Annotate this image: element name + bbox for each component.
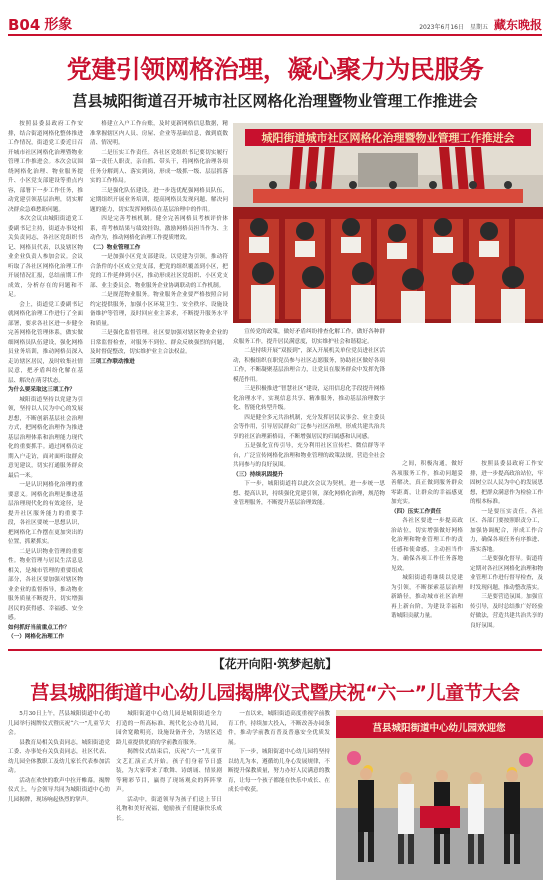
- paragraph: 活动在欢快的歌声中拉开帷幕。揭牌仪式上，与会领导共同为城阳街道中心幼儿园揭牌，现场响起热烈的掌声。: [8, 777, 110, 803]
- article1-column-2: [90, 120, 228, 648]
- paragraph: 下一步，城阳街道中心幼儿园将坚持以幼儿为本，遵循幼儿身心发展规律，不断提升保教质量，努力办好人民满意的教育，让每一个孩子都能在快乐中成长、在成长中收获。: [228, 749, 330, 793]
- paragraph: 城阳街道将继续以党建为引领，不断探索基层治理新路径，推动城市社区治理再上新台阶，为建设幸福和谐城阳贡献力量。: [391, 575, 463, 619]
- article1-column-4: [391, 460, 463, 648]
- article1-headline: 党建引领网格治理，凝心聚力为民服务: [66, 55, 484, 84]
- article1-column-1: [8, 120, 83, 648]
- paragraph: 四是健全多元共治机制，充分发挥居民议事会、业主委员会等作用，引导居民群众广泛参与社区治理，形成共建共治共享的社区治理新格局，不断增强居民的归属感和认同感。: [233, 414, 385, 440]
- section-name: 形象: [44, 17, 73, 33]
- section-code: B04: [8, 16, 41, 34]
- kindergarten-photo: [336, 710, 543, 880]
- paragraph: 揭牌仪式结束后，庆祝“六一”儿童节文艺汇演正式开始。孩子们身着节日盛装，为大家带来了歌舞、诗朗诵、情景剧等精彩节目，赢得了现场观众的阵阵掌声。: [116, 749, 222, 793]
- article2-kicker: 【花开向阳·筑梦起航】: [212, 657, 338, 671]
- section-divider: [8, 649, 542, 651]
- paragraph: 5月30日上午，莒县城阳街道中心幼儿园举行揭牌仪式暨庆祝“六一”儿童节大会。: [8, 711, 110, 736]
- paragraph: 城阳街道坚持以党建为引领，坚持以人民为中心的发展思想，不断创新基层社会治理方式，把网格化治理作为推进基层治理体系和治理能力现代化的重要抓手。通过网格员定期入户走访，面对面听取群众意见建议，切实打通服务群众最后一米。: [8, 396, 83, 479]
- paragraph: 县教育局相关负责同志，城阳街道党工委、办事处有关负责同志，社区代表、幼儿园全体教职工及幼儿家长代表参加活动。: [8, 739, 110, 774]
- paragraph: 二是压实工作责任。各社区党组织书记要切实履行第一责任人职责，亲自抓、带头干，将网格化治理各项任务分解到人、落实到岗，形成一级抓一级、层层抓落实的工作格局。: [90, 149, 228, 184]
- masthead: [8, 10, 542, 36]
- meeting-banner: 城阳街道城市社区网格化治理暨物业管理工作推进会: [261, 131, 515, 145]
- paragraph: 三是积极推进“智慧社区”建设，运用信息化手段提升网格化治理水平，实现信息共享、精准服务，推动基层治理数字化、智能化转型升级。: [233, 386, 385, 411]
- paragraph: 城阳街道中心幼儿园是城阳街道全力打造的一所高标准、现代化公办幼儿园，园舍宽敞明亮，设施设备齐全，为辖区适龄儿童提供优质的学前教育服务。: [116, 711, 222, 746]
- article2-column-1: [8, 710, 110, 882]
- paragraph: 按照县委县政府工作安排，结合街道网格化整体推进工作情况，街道党工委近日召开城市社区网格化治理暨物业管理工作推进会。本次会议围绕网格化治理、物业服务提升、小区党支部建设等重点内容，部署下一步工作任务，推动党建引领基层治理，切实解决群众急难愁盼问题。: [8, 121, 83, 213]
- paragraph: 会上，街道党工委副书记就网格化治理工作进行了全面部署，要求各社区进一步健全完善网格化管理体系，做实做细网格员队伍建设，强化网格员业务培训，推动网格员深入走访辖区居民，及时收集社情民意，把矛盾纠纷化解在基层、解决在萌芽状态。: [8, 301, 83, 384]
- paragraph: 三是要营造氛围。加强宣传引导，及时总结推广好经验好做法，营造共建共治共享的良好氛围。: [470, 594, 543, 629]
- article1-column-3: [233, 328, 385, 648]
- subheading: 如何抓好当前重点工作？: [8, 624, 70, 631]
- kindergarten-photo-illustration: [336, 710, 543, 880]
- meeting-photo: [233, 123, 543, 323]
- article2-column-2: [116, 710, 222, 882]
- paragraph: 五是强化宣传引导，充分利用社区宣传栏、微信群等平台，广泛宣传网格化治理和物业管理的政策法规，营造全社会共同参与的良好氛围。: [233, 443, 385, 468]
- paragraph: 各社区要进一步提高政治站位，切实增强做好网格化治理和物业管理工作的责任感和使命感，主动担当作为，确保各项工作任务落地见效。: [391, 518, 463, 572]
- paragraph: 三是强化监督管理。社区要加强对辖区物业企业的日常监督检查，对服务不到位、群众反映强烈的问题，及时督促整改，切实维护业主合法权益。: [90, 330, 228, 355]
- paragraph: 下一步，城阳街道将以此次会议为契机，进一步统一思想、提高认识，持续强化党建引领，深化网格化治理，规范物业管理服务，不断提升基层治理效能。: [233, 481, 385, 506]
- paragraph: 之间，积极沟通，做好各项服务工作，推动问题妥善解决，真正做到服务群众零距离，让群众的幸福感更加充实。: [391, 461, 463, 505]
- article1-column-5: [470, 460, 543, 648]
- paragraph: 三是强化队伍建设。进一步选优配强网格员队伍，定期组织开展业务培训，提高网格员发现问题、解决问题的能力，切实发挥网格员在基层治理中的作用。: [90, 187, 228, 213]
- issue-date: 2023年6月16日: [419, 24, 464, 31]
- paragraph: 四是完善考核机制。健全完善网格员考核评价体系，将考核结果与绩效挂钩，激励网格员担当作为、主动作为，推动网格化治理工作提质增效。: [90, 216, 228, 241]
- subheading: （一）网格化治理工作: [8, 634, 64, 640]
- subheading: （三）持续巩固提升: [233, 471, 284, 478]
- paragraph: 宣传党的政策，做好矛盾纠纷排查化解工作，做好各种群众服务工作，提升居民满意度，切实维护社会和谐稳定。: [233, 329, 385, 345]
- paragraph: 按照县委县政府工作安排，进一步提高政治站位，牢固树立以人民为中心的发展思想，把群众满意作为检验工作的根本标准。: [470, 461, 543, 505]
- meeting-photo-illustration: [233, 123, 543, 323]
- paragraph: 二是认识物业管理的重要性。物业管理与居民生活息息相关，是城市管理的重要组成部分，各社区要加强对辖区物业企业的监督指导，推动物业服务质量不断提升，切实增强居民的获得感、幸福感、安全感。: [8, 548, 83, 621]
- paragraph: 一是加强小区党支部建设。以党建为引领，推动符合条件的小区成立党支部，把党的组织覆盖到小区，把党的工作延伸到小区，推动形成社区党组织、小区党支部、业主委员会、物业服务企业协调联动的工作机制。: [90, 254, 228, 289]
- paragraph: 活动中，街道领导为孩子们送上节日礼物和美好祝福，勉励孩子们健康快乐成长。: [116, 796, 222, 822]
- paragraph: 二是要强化督导。街道将定期对各社区网格化治理和物业管理工作进行督导检查，及时发现问题，推动整改落实。: [470, 556, 543, 591]
- subheading: （二）物业管理工作: [90, 244, 141, 251]
- paragraph: 一是要压实责任。各社区、各部门要按照职责分工，加强协调配合，形成工作合力，确保各项任务有序推进、落实落地。: [470, 508, 543, 553]
- paragraph: 二是持续开展“双报到”，深入开展机关单位党员进社区活动，积极组织在职党员参与社区志愿服务，协助社区做好各项工作，不断凝聚基层治理合力，让党员在服务群众中发挥先锋模范作用。: [233, 348, 385, 383]
- article1-subhead: 莒县城阳街道召开城市社区网格化治理暨物业管理工作推进会: [72, 92, 478, 110]
- subheading: 三项工作联动推进: [90, 358, 135, 365]
- paper-logo: 藏东晚报: [493, 18, 542, 32]
- paragraph: 二是规范物业服务。物业服务企业要严格按照合同约定提供服务，加强小区环境卫生、安全秩序、设施设备维护等管理，及时回应业主诉求，不断提升服务水平和质量。: [90, 292, 228, 327]
- issue-weekday: 星期五: [469, 24, 488, 31]
- article2-headline: 莒县城阳街道中心幼儿园揭牌仪式暨庆祝“六一”儿童节大会: [30, 682, 520, 704]
- article2-column-3: [228, 710, 330, 882]
- kindergarten-banner: 莒县城阳街道中心幼儿园欢迎您: [372, 723, 506, 734]
- subheading: （四）压实工作责任: [391, 508, 442, 515]
- paragraph: 一是认识网格化治理的重要意义。网格化治理是推进基层治理现代化的有效途径，是提升社区服务能力的重要手段，各社区要统一思想认识，把网格化工作摆在更加突出的位置，抓紧抓实。: [8, 482, 83, 545]
- paragraph: 格建立入户工作台账，及时更新网格信息数据，精准掌握辖区内人员、房屋、企业等基础信息，做到底数清、情况明。: [90, 121, 228, 146]
- subheading: 为什么要采取这三项工作？: [8, 387, 76, 393]
- paragraph: 一直以来，城阳街道高度重视学前教育工作，持续加大投入，不断改善办园条件，推动学前教育普及普惠安全优质发展。: [228, 711, 330, 746]
- paragraph: 本次会议由城阳街道党工委副书记主持，街道办事处相关负责同志，各社区党组织书记、网格员代表，以及辖区物业企业负责人参加会议。会议听取了各社区网格化治理工作开展情况汇报，总结前期工作成效，分析存在的问题和不足。: [8, 216, 83, 298]
